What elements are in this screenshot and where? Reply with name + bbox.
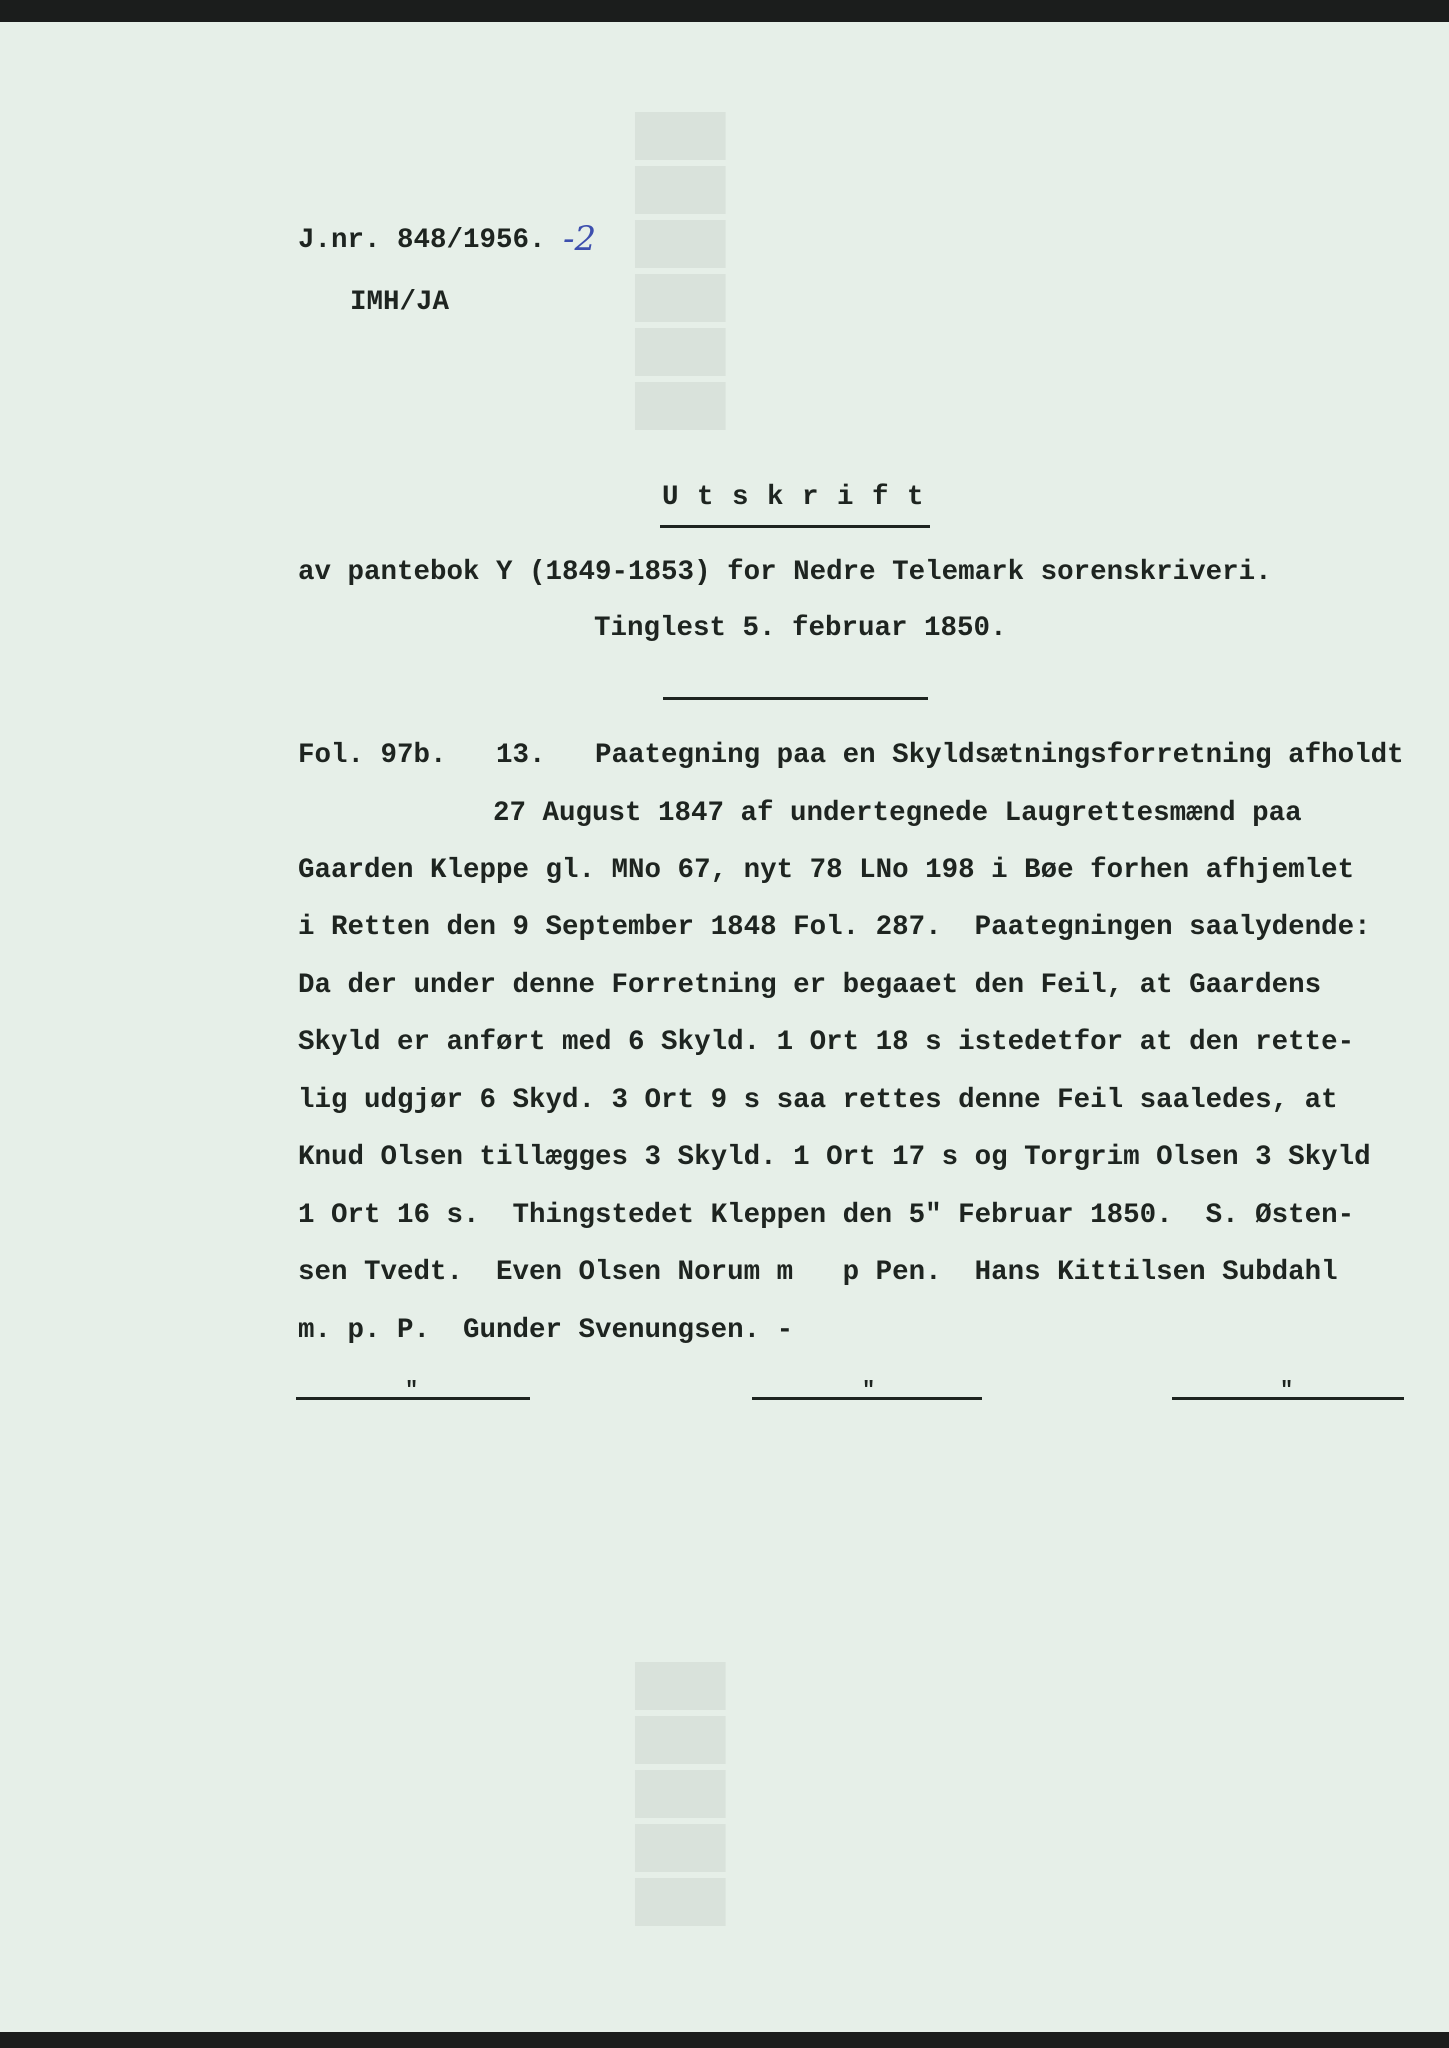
document-title: U t s k r i f t — [662, 482, 925, 513]
bleed-through-stamp-top: ██████ — [634, 112, 725, 437]
body-line: Knud Olsen tillægges 3 Skyld. 1 Ort 17 s og Torgrim Olsen 3 Skyld — [298, 1142, 1371, 1173]
section-divider — [663, 697, 928, 700]
bleed-through-stamp-bottom: █████ — [634, 1662, 725, 1933]
subtitle: av pantebok Y (1849-1853) for Nedre Telemark sorenskriveri. — [298, 557, 1272, 588]
body-line: Fol. 97b. 13. Paategning paa en Skyldsætningsforretning afholdt — [298, 740, 1404, 771]
body-line: Gaarden Kleppe gl. MNo 67, nyt 78 LNo 198 i Bøe forhen afhjemlet — [298, 855, 1355, 886]
title-underline — [660, 525, 930, 528]
ditto-mark-right: " — [1280, 1378, 1294, 1403]
document-page — [0, 22, 1449, 2032]
body-line: Skyld er anført med 6 Skyld. 1 Ort 18 s istedetfor at den rette- — [298, 1027, 1355, 1058]
body-line: 27 August 1847 af undertegnede Laugrettesmænd paa — [493, 798, 1302, 829]
body-line: i Retten den 9 September 1848 Fol. 287. Paategningen saalydende: — [298, 912, 1371, 943]
body-line: sen Tvedt. Even Olsen Norum m p Pen. Hans Kittilsen Subdahl — [298, 1257, 1338, 1288]
registered-date: Tinglest 5. februar 1850. — [594, 613, 1007, 644]
body-line: 1 Ort 16 s. Thingstedet Kleppen den 5" Februar 1850. S. Østen- — [298, 1200, 1355, 1231]
journal-suffix-handwritten: -2 — [563, 219, 597, 259]
body-line: m. p. P. Gunder Svenungsen. - — [298, 1315, 794, 1346]
ditto-mark-left: " — [405, 1378, 419, 1403]
body-line: lig udgjør 6 Skyd. 3 Ort 9 s saa rettes denne Feil saaledes, at — [298, 1085, 1338, 1116]
ditto-mark-middle: " — [862, 1378, 876, 1403]
initials: IMH/JA — [350, 287, 450, 318]
body-line: Da der under denne Forretning er begaaet den Feil, at Gaardens — [298, 970, 1322, 1001]
journal-number: J.nr. 848/1956. — [298, 225, 546, 256]
